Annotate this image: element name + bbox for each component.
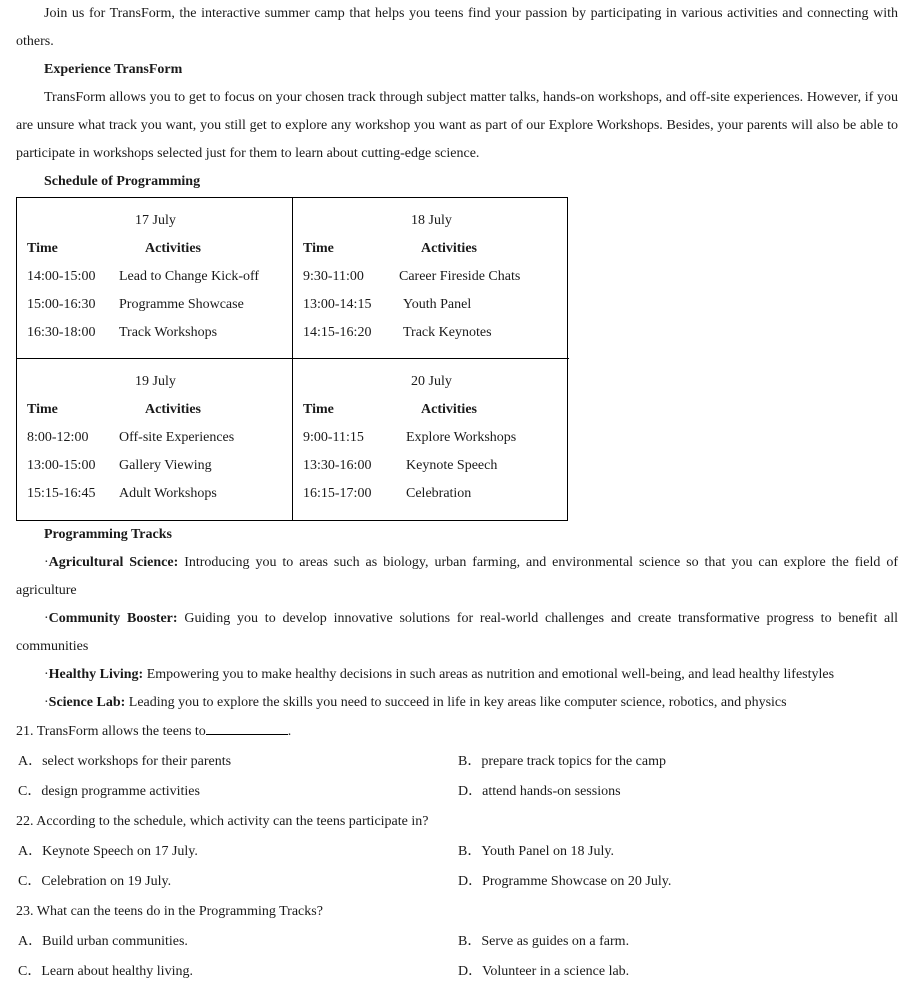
time-cell: 14:15-16:20 [303,325,372,340]
column-headers [17,235,292,263]
activity-cell: Track Workshops [119,325,218,340]
bullet: · [44,611,49,626]
track-healthy-living [16,661,898,689]
option-d: D．Programme Showcase on 20 July. [458,874,672,889]
intro-paragraph: Join us for TransForm, the interactive summer camp that helps you teens find your passion by participating in various activities and connecting with others. [16,6,898,49]
question-22-options [16,837,898,897]
activities-header: Activities [421,241,477,256]
column-headers [293,396,569,424]
question-stem: 23. What can the teens do in the Programming Tracks? [16,904,323,919]
schedule-row [17,480,292,508]
question-23-options [16,927,898,987]
schedule-row [293,452,569,480]
time-cell: 13:00-14:15 [303,297,372,312]
experience-paragraph: TransForm allows you to get to focus on your chosen track through subject matter talks, hands-on workshops, and off-site experiences. However, if you are unsure what track you want, you still get to explore any workshop you want as part of our Explore Workshops. Besides, your parents will also be able to participate in workshops selected just for them to learn about cutting-edge science. [16,90,898,161]
activity-cell: Adult Workshops [119,486,217,501]
day-date: 20 July [411,374,452,389]
option-a: A．select workshops for their parents [18,754,232,769]
schedule-heading: Schedule of Programming [44,174,201,189]
track-description: Introducing you to areas such as biology, urban farming, and environmental science so that you can explore the field of agriculture [16,555,898,598]
time-cell: 15:00-16:30 [27,297,96,312]
option-b: B．prepare track topics for the camp [458,754,666,769]
activities-header: Activities [421,402,477,417]
time-cell: 15:15-16:45 [27,486,96,501]
schedule-day-20-july [293,359,569,520]
track-description: Empowering you to make healthy decisions in such areas as nutrition and emotional well-being, and lead healthy lifestyles [143,667,835,682]
question-trail: . [287,724,292,739]
track-name: Healthy Living: [48,667,144,682]
activity-cell: Off-site Experiences [119,430,235,445]
time-cell: 9:30-11:00 [303,269,364,284]
column-headers [293,235,569,263]
schedule-day-18-july [293,198,569,359]
question-21 [16,717,898,747]
question-stem: 22. According to the schedule, which activity can the teens participate in? [16,814,429,829]
schedule-row [293,263,569,291]
activities-header: Activities [145,241,201,256]
activity-cell: Track Keynotes [403,325,492,340]
tracks-heading: Programming Tracks [44,527,172,542]
schedule-row [293,480,569,508]
option-d: D．Volunteer in a science lab. [458,964,630,979]
schedule-row [293,319,569,347]
day-date: 18 July [411,213,452,228]
time-cell: 16:30-18:00 [27,325,96,340]
activity-cell: Career Fireside Chats [399,269,521,284]
option-c: C．Learn about healthy living. [18,964,193,979]
track-description: Guiding you to develop innovative solutions for real-world challenges and create transformative progress to benefit all communities [16,611,898,654]
activity-cell: Youth Panel [403,297,472,312]
schedule-row [293,424,569,452]
schedule-day-19-july [17,359,293,520]
track-name: Community Booster: [48,611,178,626]
option-a: A．Keynote Speech on 17 July. [18,844,198,859]
activities-header: Activities [145,402,201,417]
schedule-day-17-july [17,198,293,359]
question-stem: 21. TransForm allows the teens to [16,724,206,739]
time-cell: 8:00-12:00 [27,430,89,445]
column-headers [17,396,292,424]
question-22 [16,807,898,837]
question-23 [16,897,898,927]
bullet: · [44,695,49,710]
activity-cell: Explore Workshops [406,430,517,445]
activity-cell: Gallery Viewing [119,458,212,473]
schedule-row [17,424,292,452]
schedule-row [17,263,292,291]
day-date: 19 July [135,374,176,389]
document-page [16,0,898,987]
schedule-row [17,319,292,347]
option-a: A．Build urban communities. [18,934,188,949]
time-header: Time [303,402,334,417]
time-cell: 9:00-11:15 [303,430,364,445]
time-cell: 16:15-17:00 [303,486,372,501]
schedule-table [16,197,568,521]
question-21-options [16,747,898,807]
option-b: B．Serve as guides on a farm. [458,934,630,949]
activity-cell: Celebration [406,486,472,501]
time-header: Time [303,241,334,256]
time-header: Time [27,402,58,417]
bullet: · [44,555,49,570]
option-b: B．Youth Panel on 18 July. [458,844,614,859]
track-agricultural-science [16,549,898,605]
schedule-row [17,291,292,319]
schedule-row [17,452,292,480]
day-date: 17 July [135,213,176,228]
track-name: Agricultural Science: [48,555,179,570]
track-name: Science Lab: [48,695,126,710]
track-description: Leading you to explore the skills you need to succeed in life in key areas like computer science, robotics, and physics [125,695,787,710]
time-cell: 14:00-15:00 [27,269,96,284]
answer-blank [206,722,288,735]
time-header: Time [27,241,58,256]
option-d: D．attend hands-on sessions [458,784,621,799]
activity-cell: Programme Showcase [119,297,244,312]
time-cell: 13:30-16:00 [303,458,372,473]
track-science-lab [16,689,898,717]
activity-cell: Keynote Speech [406,458,498,473]
experience-heading: Experience TransForm [44,62,183,77]
schedule-row [293,291,569,319]
option-c: C．design programme activities [18,784,200,799]
option-c: C．Celebration on 19 July. [18,874,172,889]
bullet: · [44,667,49,682]
time-cell: 13:00-15:00 [27,458,96,473]
activity-cell: Lead to Change Kick-off [119,269,260,284]
track-community-booster [16,605,898,661]
